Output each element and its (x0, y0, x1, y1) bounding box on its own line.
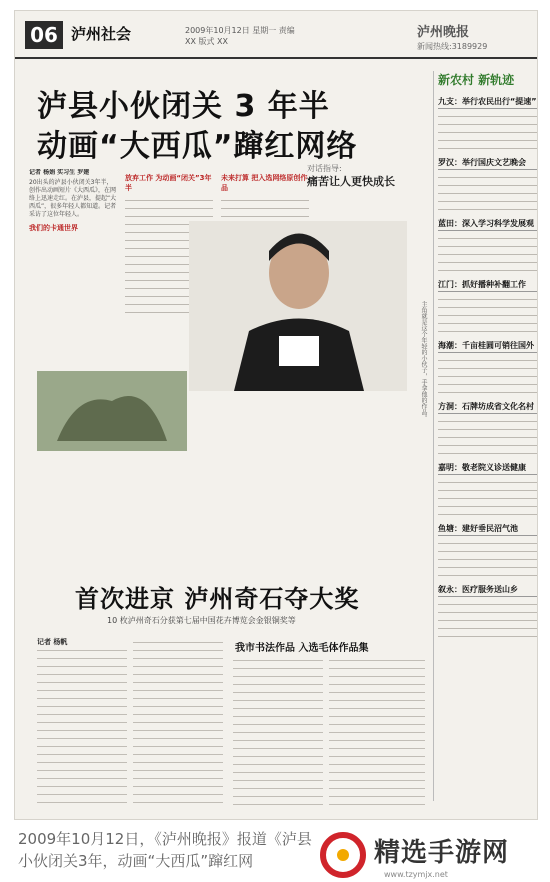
story-body-text: 20出头的泸县小伙闭关3年半，创作出动画短片《大西瓜》，在网络上迅速走红。在泸县，提起“大西瓜”，很多年轻人都知道。记者采访了这位年轻人。 (29, 179, 117, 218)
calligraphy-body-1 (233, 655, 323, 807)
stone-headline: 首次进京 泸州奇石夺大奖 (75, 585, 360, 613)
rail-item (438, 523, 538, 578)
rail-item-title: 江门：抓好播种补翻工作 (438, 279, 538, 292)
rail-item-body (438, 538, 538, 578)
subhead-2: 放弃工作 为动画“闭关”3年半 (125, 174, 212, 192)
rail-item-title: 叙永：医疗服务送山乡 (438, 584, 538, 597)
right-rail (433, 71, 538, 801)
rail-item-title: 罗汉：举行国庆文艺晚会 (438, 157, 538, 170)
subhead-1: 我们的卡通世界 (29, 224, 78, 232)
rail-item-title: 海潮：千亩桂圆可销往国外 (438, 340, 538, 353)
rail-item-title: 鱼塘：建好垂民沼气池 (438, 523, 538, 536)
rail-item-body (438, 111, 538, 151)
calligraphy-headline: 我市书法作品 入选毛体作品集 (235, 643, 369, 654)
issue-meta: 2009年10月12日 星期一 责编 XX 版式 XX (185, 26, 295, 46)
portrait-photo (189, 221, 407, 391)
calligraphy-body-2 (329, 655, 425, 807)
rail-banner: 新农村 新轨迹 (438, 73, 515, 87)
rail-item-body (438, 599, 538, 639)
subhead-3: 未来打算 把入选网络原创作品 (221, 174, 308, 192)
stone-story-body-2 (133, 637, 223, 807)
rail-item (438, 157, 538, 212)
story-column-1 (29, 169, 117, 369)
rail-item-body (438, 294, 538, 334)
stone-photo-1 (37, 371, 187, 451)
callout-label: 对话指导: (307, 164, 342, 173)
portrait-illustration (189, 221, 407, 391)
page-header (15, 11, 537, 59)
news-hotline: 新闻热线:3189929 (417, 42, 488, 51)
rail-item-body (438, 416, 538, 456)
rail-item (438, 340, 538, 395)
stone-story-body (37, 637, 127, 807)
headline-line-2: 动画“大西瓜”蹿红网络 (37, 129, 358, 164)
rail-item (438, 584, 538, 639)
photo-caption: 主角就是这个年轻的小伙子，手拿他的作品。 (420, 301, 427, 421)
rail-item (438, 218, 538, 273)
rail-item-title: 蓝田：深入学习科学发展观 (438, 218, 538, 231)
rail-item-body (438, 172, 538, 212)
masthead-logo: 泸州晚报 (417, 25, 470, 40)
rail-item-body (438, 477, 538, 517)
stone-byline: 记者 杨帆 (37, 637, 127, 647)
rail-item (438, 96, 538, 151)
headline-line-1: 泸县小伙闭关 3 年半 (37, 89, 330, 124)
page-number: 06 (25, 21, 63, 49)
newspaper-page (14, 10, 538, 820)
callout-text: 痛苦让人更快成长 (307, 175, 395, 188)
rail-item (438, 401, 538, 456)
section-title: 泸州社会 (71, 25, 132, 43)
rail-item-title: 方洞：石牌坊成省文化名村 (438, 401, 538, 414)
watermark-logo-icon (318, 830, 368, 880)
main-headline (37, 87, 427, 167)
watermark-url: www.tzymjx.net (384, 870, 448, 879)
rail-item-body (438, 233, 538, 273)
site-watermark (318, 830, 550, 882)
image-caption: 2009年10月12日，《泸州晚报》报道《泸县小伙闭关3年，动画“大西瓜”蹿红网 (18, 830, 312, 870)
rail-item-title: 九支：举行农民出行“提速” (438, 96, 538, 109)
story-byline: 记者 杨娟 实习生 罗建 (29, 169, 90, 176)
watermark-text: 精选手游网 (374, 838, 510, 868)
rail-item-body (438, 355, 538, 395)
stone-subheadline: 10 枚泸州奇石分获第七届中国花卉博览会金银铜奖等 (107, 616, 296, 625)
rail-item (438, 462, 538, 517)
rail-item (438, 279, 538, 334)
rail-item-title: 嘉明：敬老院义诊送健康 (438, 462, 538, 475)
stone-illustration (37, 371, 187, 451)
